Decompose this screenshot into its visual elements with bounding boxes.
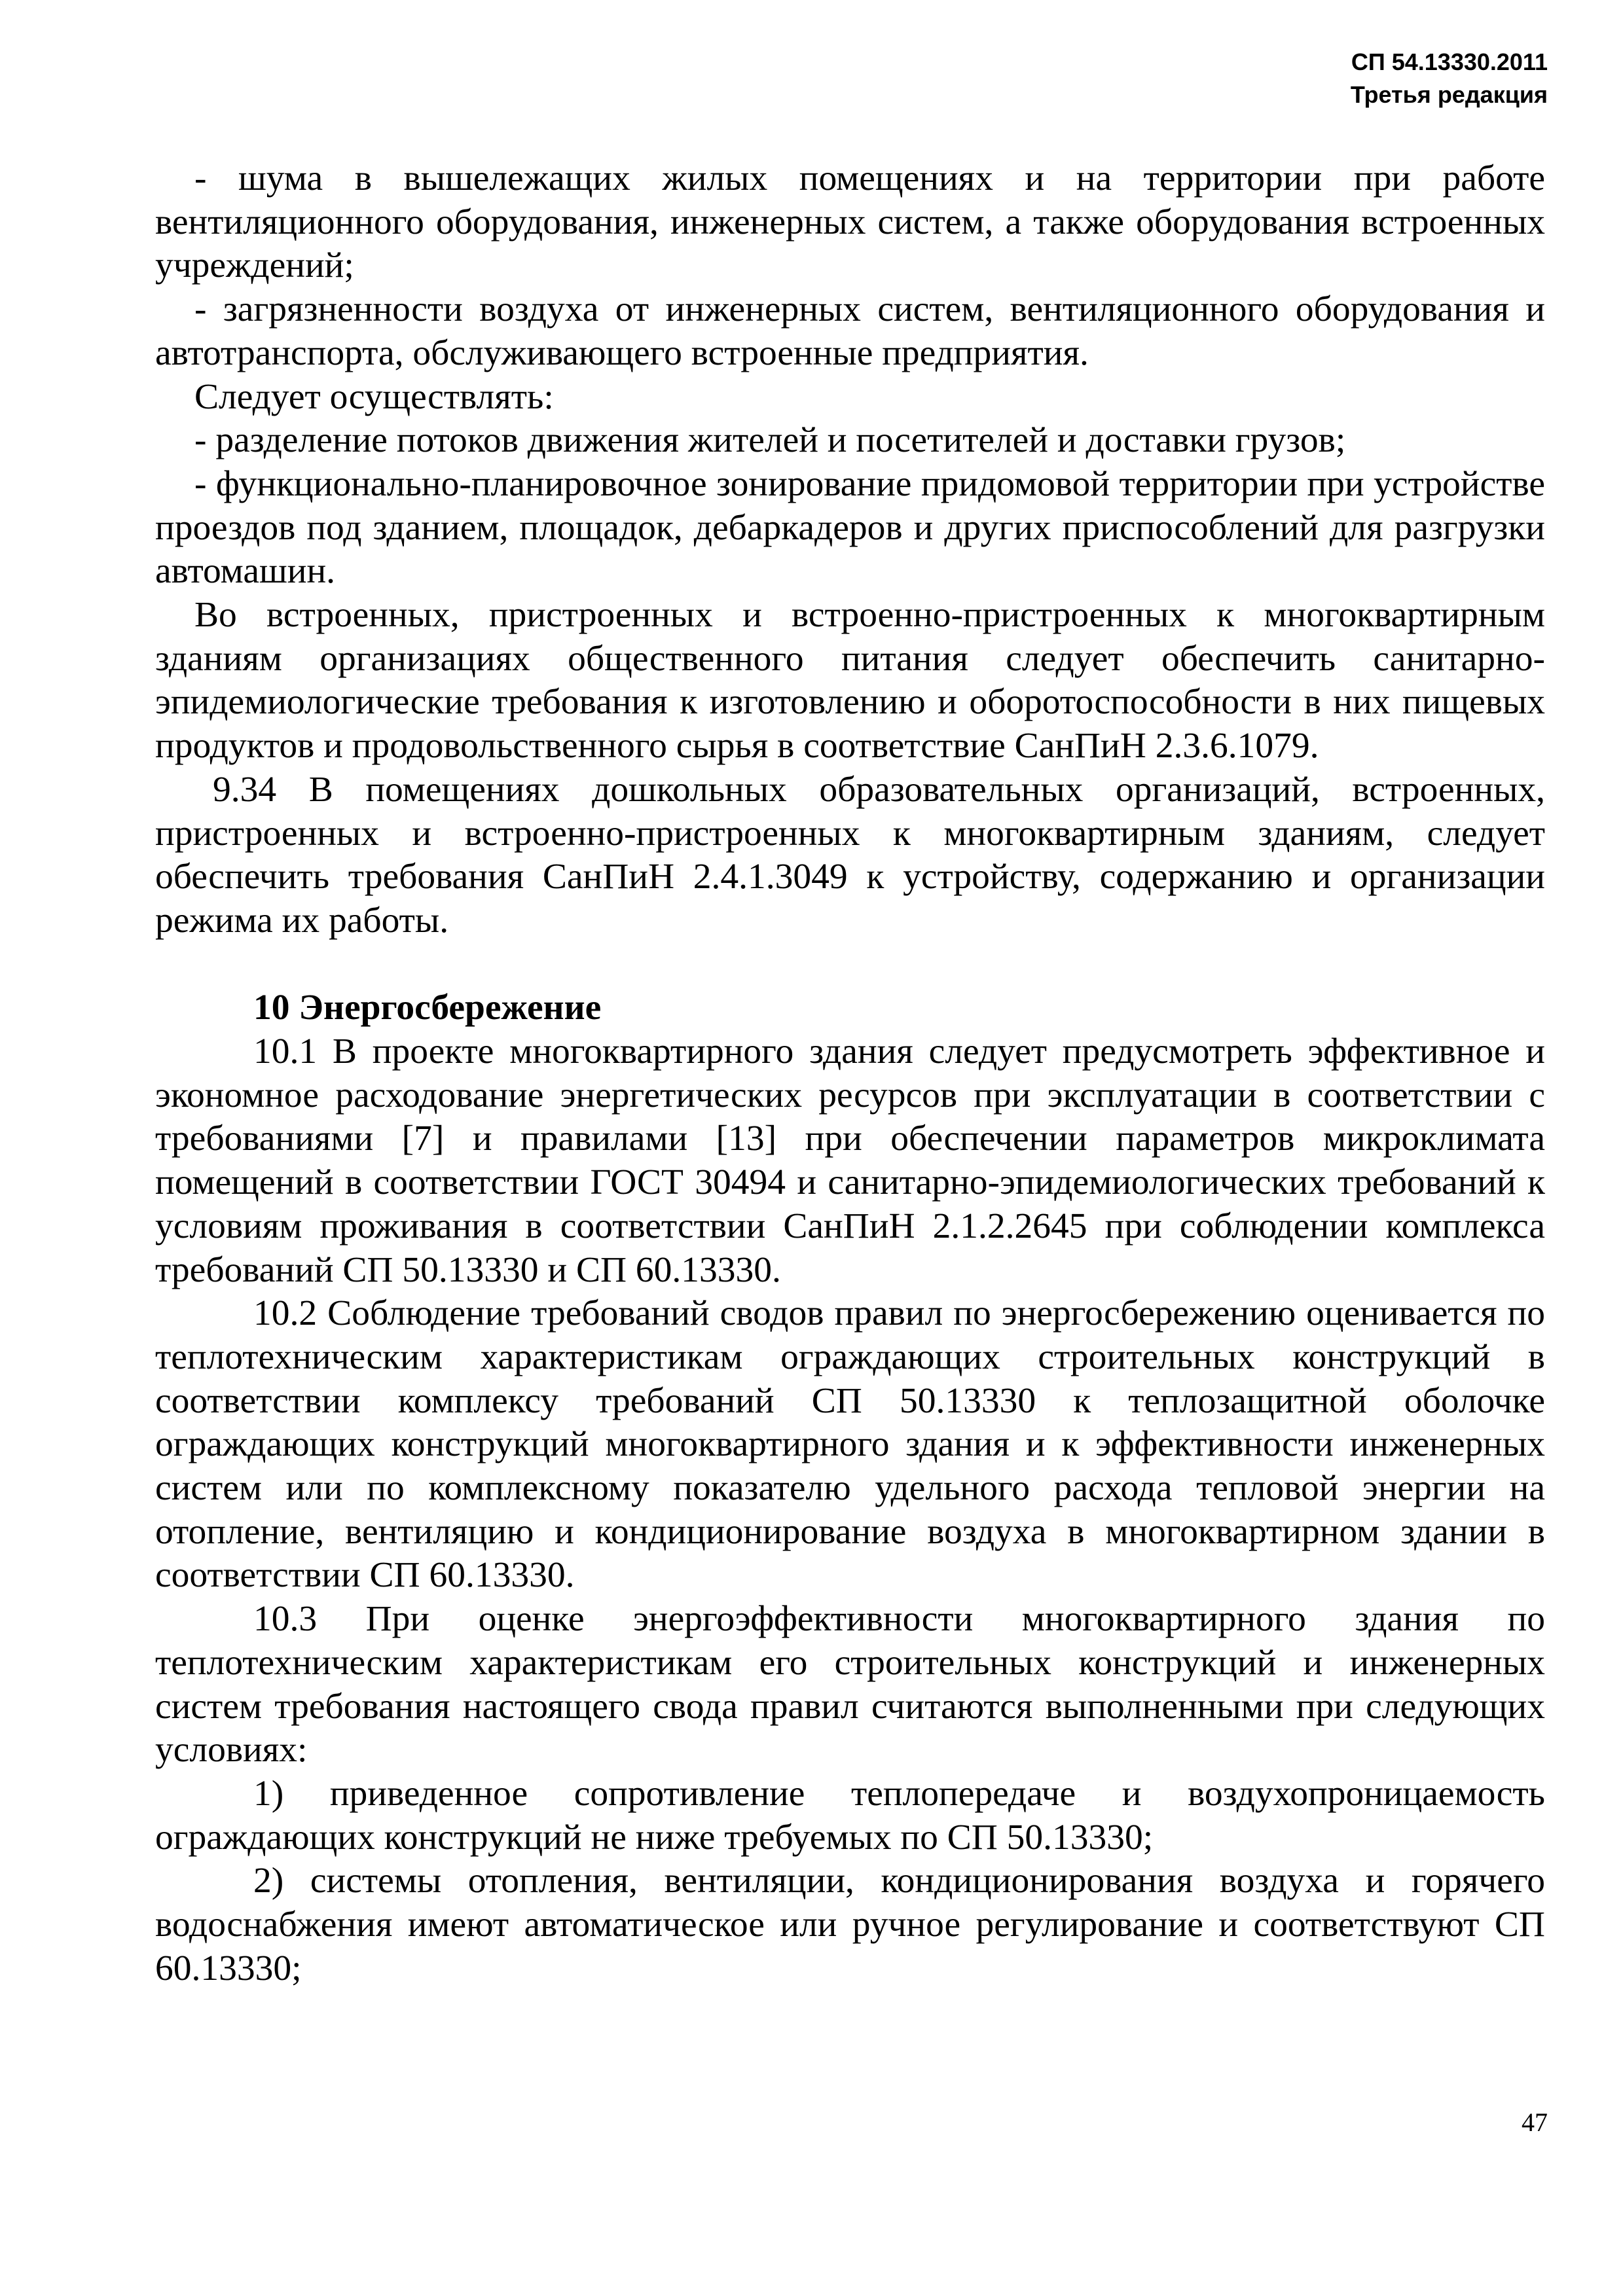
section-paragraph: 10.2 Соблюдение требований сводов правил по энергосбережению оценивается по теплотехническим характеристикам ограждающих строительных конструкций в соответствии комплексу требований СП 50.13330 к теплозащитной оболочке ограждающих конструкций многоквартирного здания и к эффективности инженерных систем или по комплексному показателю удельного расхода тепловой энергии на отопление, вентиляцию и кондиционирование воздуха в многоквартирном здании в соответствии СП 60.13330. [155, 1293, 1545, 1596]
body-text [155, 157, 1545, 1991]
document-code: СП 54.13330.2011 [1351, 48, 1548, 75]
paragraph: - разделение потоков движения жителей и посетителей и доставки грузов; [194, 420, 1346, 461]
paragraph: Следует осуществлять: [194, 376, 554, 417]
paragraph: - шума в вышележащих жилых помещениях и на территории при работе вентиляционного оборудования, инженерных систем, а также оборудования встроенных учреждений; [155, 158, 1545, 286]
section-paragraph: 10.3 При оценке энергоэффективности многоквартирного здания по теплотехническим характеристикам его строительных конструкций и инженерных систем требования настоящего свода правил считаются выполненными при следующих условиях: [155, 1599, 1545, 1770]
section-paragraph: 1) приведенное сопротивление теплопередаче и воздухопроницаемость ограждающих конструкций не ниже требуемых по СП 50.13330; [155, 1774, 1545, 1857]
edition-label: Третья редакция [1350, 81, 1548, 108]
page-header [1351, 46, 1548, 111]
paragraph: Во встроенных, пристроенных и встроенно-пристроенных к многоквартирным зданиям организациях общественного питания следует обеспечить санитарно-эпидемиологические требования к изготовлению и оборотоспособности в них пищевых продуктов и продовольственного сырья в соответствие СанПиН 2.3.6.1079. [155, 595, 1545, 766]
page-number: 47 [1522, 2108, 1548, 2137]
paragraph: - функционально-планировочное зонирование придомовой территории при устройстве проездов под зданием, площадок, дебаркадеров и других приспособлений для разгрузки автомашин. [155, 463, 1545, 592]
section-paragraph: 10.1 В проекте многоквартирного здания следует предусмотреть эффективное и экономное расходование энергетических ресурсов при эксплуатации в соответствии с требованиями [7] и правилами [13] при обеспечении параметров микроклимата помещений в соответствии ГОСТ 30494 и санитарно-эпидемиологических требований к условиям проживания в соответствии СанПиН 2.1.2.2645 при соблюдении комплекса требований СП 50.13330 и СП 60.13330. [155, 1031, 1545, 1290]
section-paragraph: 2) системы отопления, вентиляции, кондиционирования воздуха и горячего водоснабжения имеют автоматическое или ручное регулирование и соответствуют СП 60.13330; [155, 1861, 1545, 1988]
spacer [155, 943, 1545, 987]
paragraph: - загрязненности воздуха от инженерных систем, вентиляционного оборудования и автотранспорта, обслуживающего встроенные предприятия. [155, 289, 1545, 373]
paragraph: 9.34 В помещениях дошкольных образовательных организаций, встроенных, пристроенных и встроенно-пристроенных к многоквартирным зданиям, следует обеспечить требования СанПиН 2.4.1.3049 к устройству, содержанию и организации режима их работы. [155, 769, 1545, 941]
section-title: 10 Энергосбережение [253, 988, 602, 1028]
